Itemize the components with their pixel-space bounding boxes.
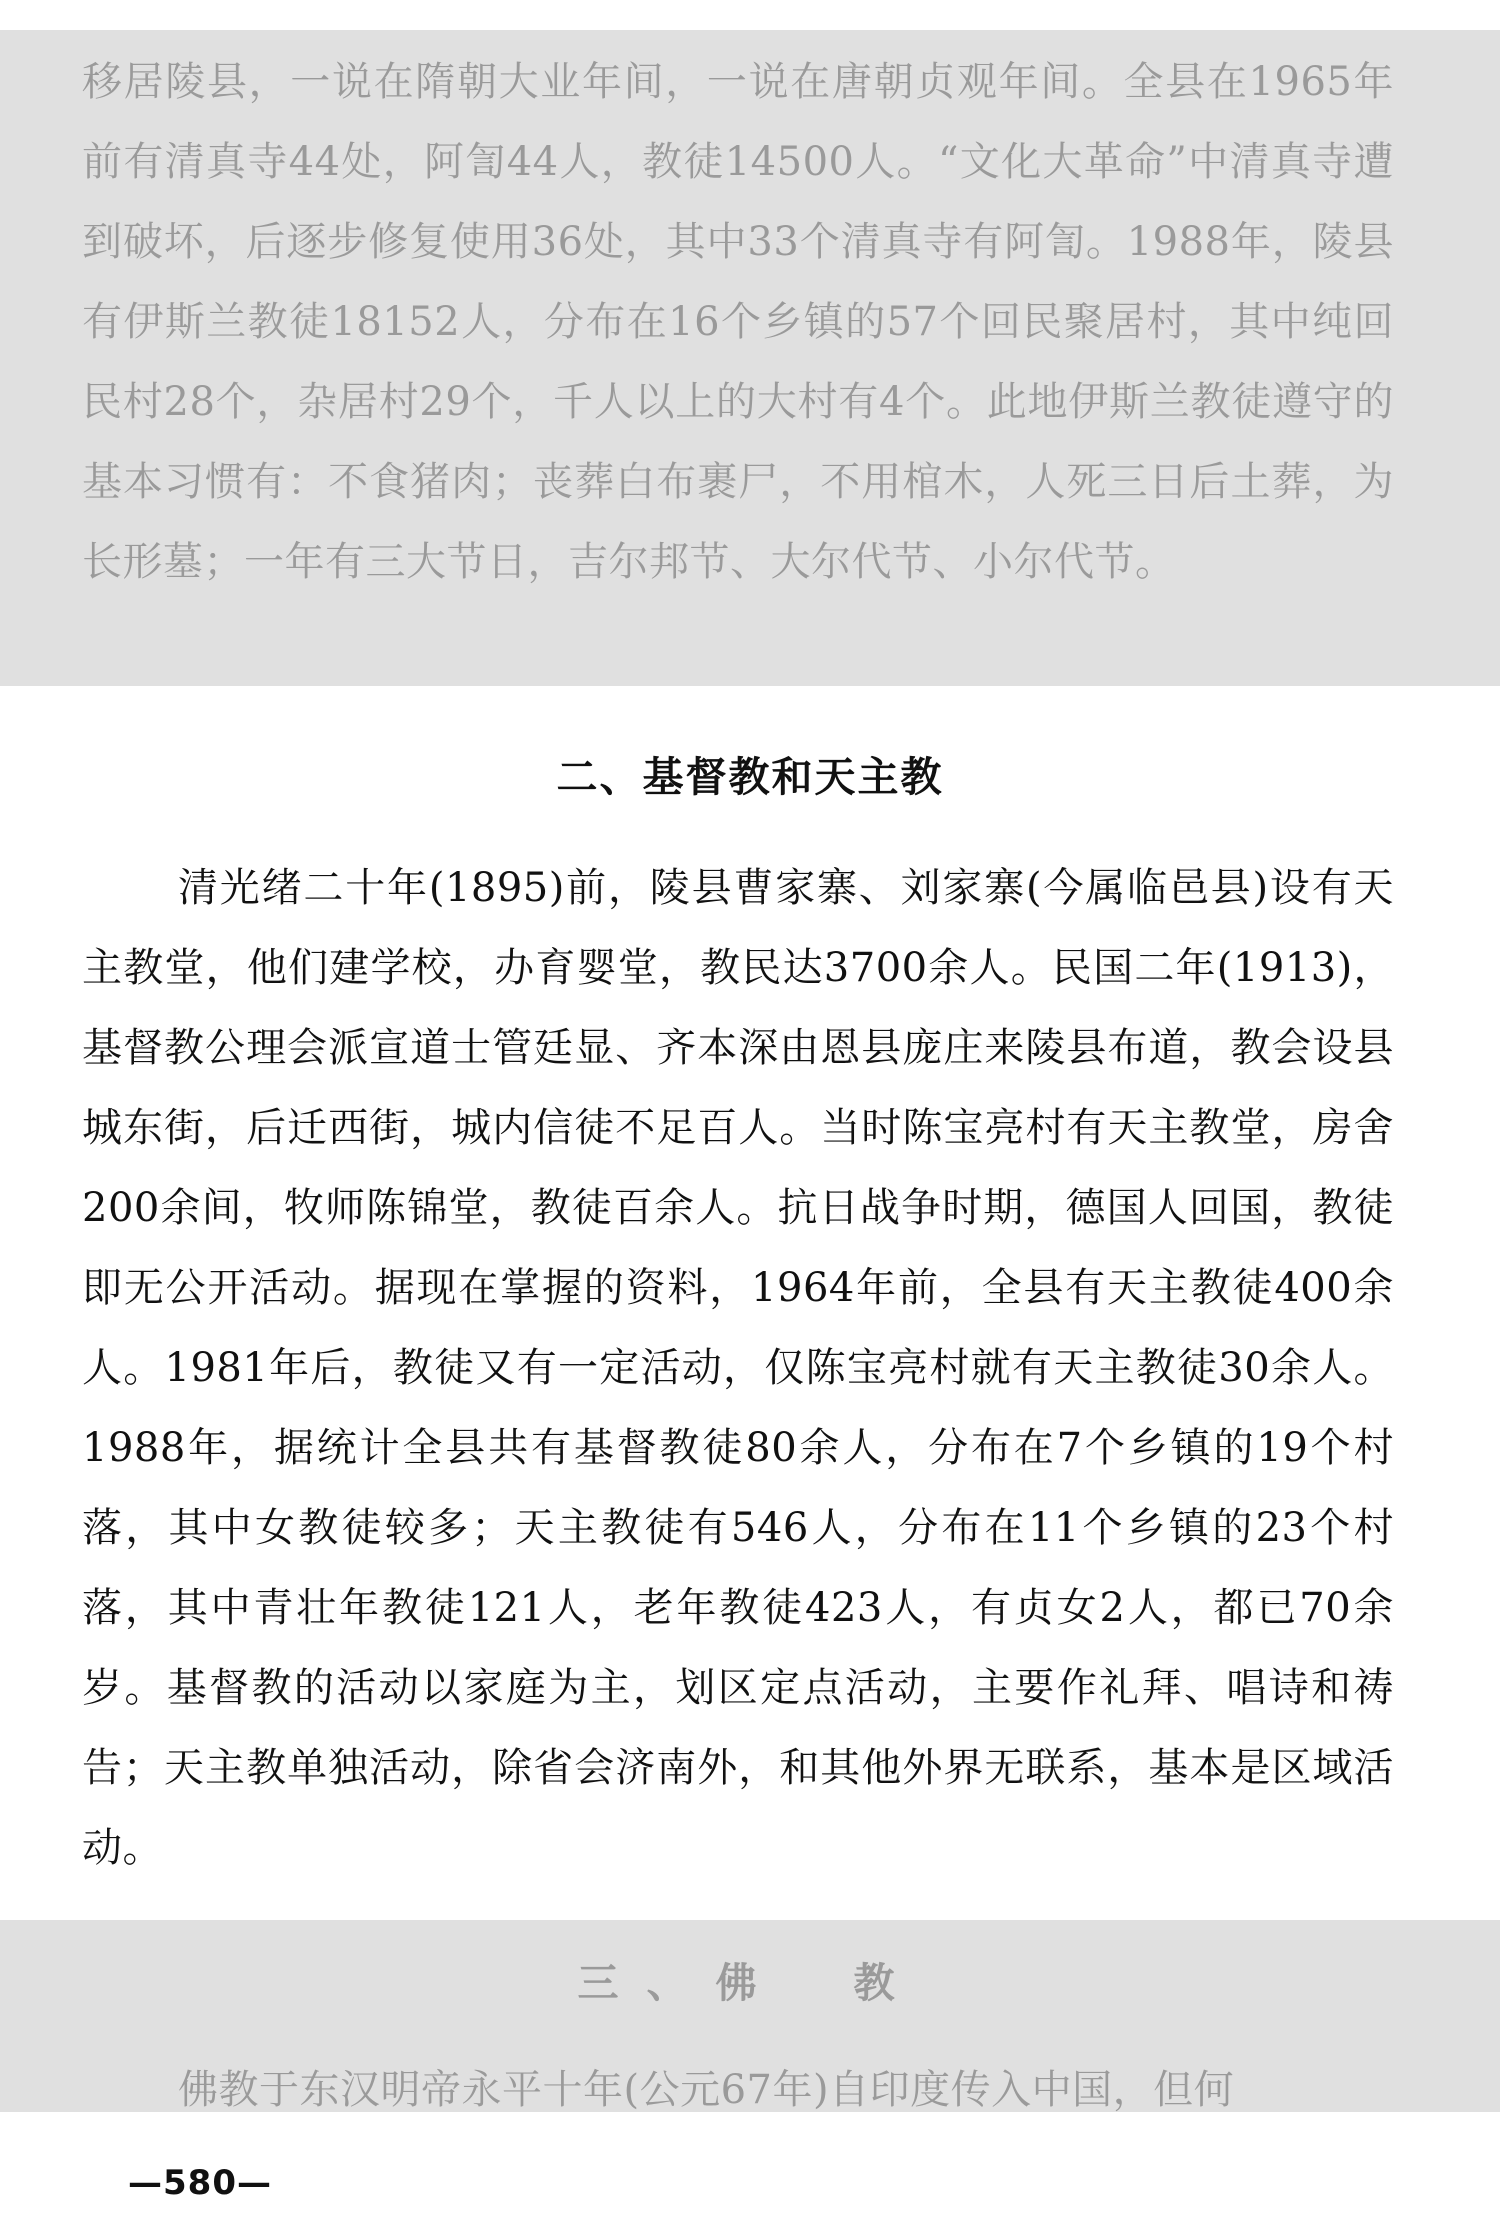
page-number: —580—	[128, 2163, 272, 2203]
previous-section-paragraph: 移居陵县，一说在隋朝大业年间，一说在唐朝贞观年间。全县在1965年前有清真寺44处，阿訇44人，教徒14500人。“文化大革命”中清真寺遭到破坏，后逐步修复使用36处，其中33个清真寺有阿訇。1988年，陵县有伊斯兰教徒18152人，分布在16个乡镇的57个回民聚居村，其中纯回民村28个，杂居村29个，千人以上的大村有4个。此地伊斯兰教徒遵守的基本习惯有：不食猪肉；丧葬白布裹尸，不用棺木，人死三日后土葬，为长形墓；一年有三大节日，吉尔邦节、大尔代节、小尔代节。	[82, 59, 1394, 585]
section-heading-buddhism: 三、佛 教	[577, 1959, 923, 2007]
buddhism-paragraph: 佛教于东汉明帝永平十年(公元67年)自印度传入中国，但何	[178, 2067, 1235, 2113]
section-heading-christianity-catholicism: 二、基督教和天主教	[556, 753, 944, 801]
christianity-catholicism-paragraph: 清光绪二十年(1895)前，陵县曹家寨、刘家寨(今属临邑县)设有天主教堂，他们建学校，办育婴堂，教民达3700余人。民国二年(1913)，基督教公理会派宣道士管廷显、齐本深由恩县庞庄来陵县布道，教会设县城东街，后迁西街，城内信徒不足百人。当时陈宝亮村有天主教堂，房舍200余间，牧师陈锦堂，教徒百余人。抗日战争时期，德国人回国，教徒即无公开活动。据现在掌握的资料，1964年前，全县有天主教徒400余人。1981年后，教徒又有一定活动，仅陈宝亮村就有天主教徒30余人。1988年，据统计全县共有基督教徒80余人，分布在7个乡镇的19个村落，其中女教徒较多；天主教徒有546人，分布在11个乡镇的23个村落，其中青壮年教徒121人，老年教徒423人，有贞女2人，都已70余岁。基督教的活动以家庭为主，划区定点活动，主要作礼拜、唱诗和祷告；天主教单独活动，除省会济南外，和其他外界无联系，基本是区域活动。	[82, 865, 1394, 1871]
